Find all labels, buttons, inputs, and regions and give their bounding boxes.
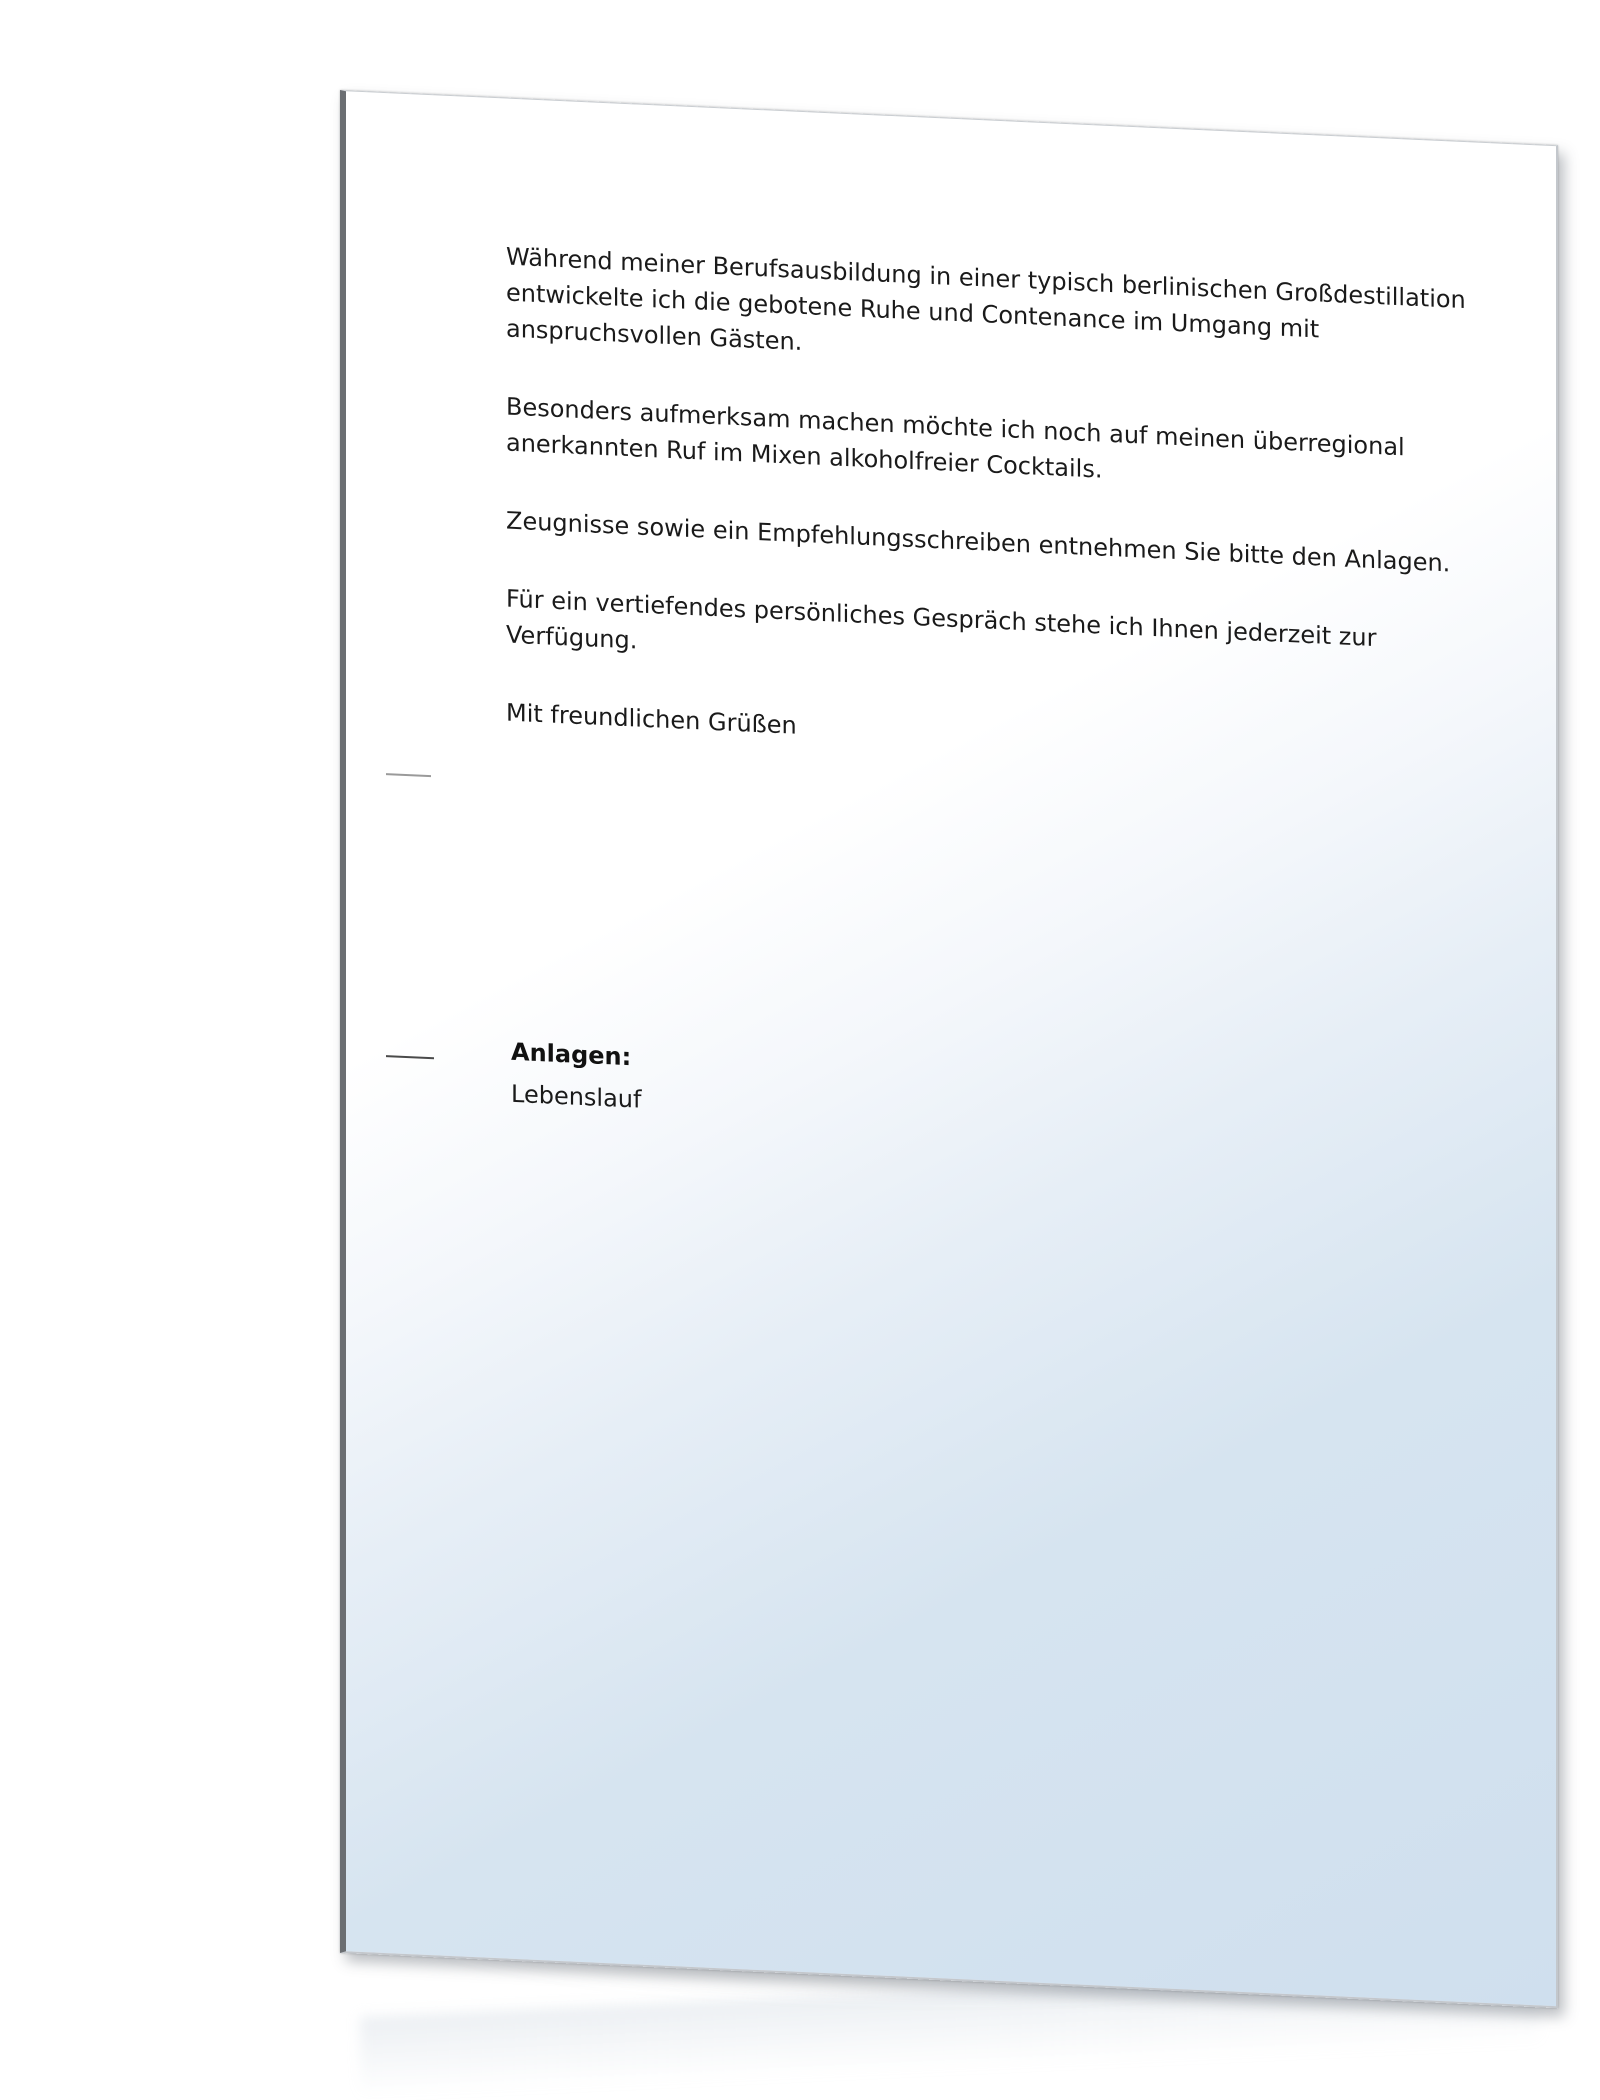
paragraph-references: Zeugnisse sowie ein Empfehlungsschreiben entnehmen Sie bitte den Anlagen. <box>506 506 1451 578</box>
paragraph-interview: Für ein vertiefendes persönliches Gespräch stehe ich Ihnen jederzeit zur Verfügung. <box>506 584 1377 655</box>
letter-page <box>340 90 1558 2008</box>
punch-mark <box>386 1055 434 1059</box>
fold-mark <box>386 773 431 777</box>
attachments-heading: Anlagen: <box>511 1037 632 1072</box>
paragraph-reputation: Besonders aufmerksam machen möchte ich noch auf meinen überregional anerkannten Ruf im Mixen alkoholfreier Cocktails. <box>506 392 1405 484</box>
paragraph-training: Während meiner Berufsausbildung in einer typisch berlinischen Großdestillation entwickelte ich die gebotene Ruhe und Contenance im Umgang mit anspruchsvollen Gästen. <box>506 242 1466 356</box>
attachment-item: Lebenslauf <box>511 1079 642 1114</box>
letter-body <box>506 239 1466 775</box>
closing-salutation: Mit freundlichen Grüßen <box>506 698 797 740</box>
